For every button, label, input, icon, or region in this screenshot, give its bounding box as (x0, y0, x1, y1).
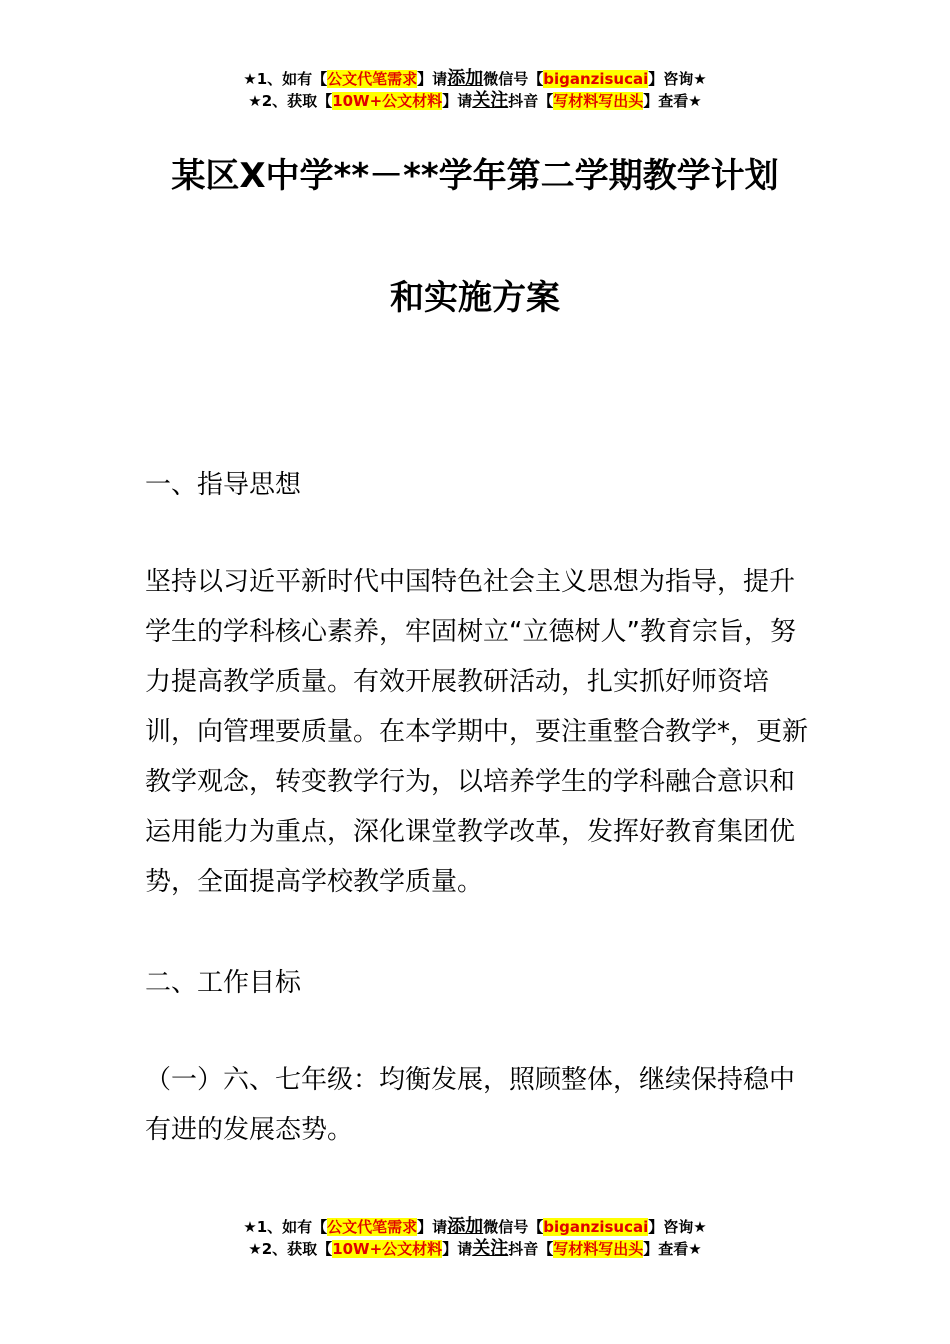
section-item-grade-6-7: （一）六、七年级：均衡发展，照顾整体，继续保持稳中有进的发展态势。 (145, 1065, 796, 1145)
banner-douyin-name: 写材料写出头 (553, 92, 644, 110)
document-title-line-1: 某区X中学**－**学年第二学期教学计划 (171, 156, 779, 196)
banner-douyin-name: 写材料写出头 (553, 1240, 644, 1258)
document-title-line-2: 和实施方案 (390, 278, 560, 318)
banner-wechat-id: biganzisucai (543, 1218, 649, 1236)
section-body-guiding-ideology: 坚持以习近平新时代中国特色社会主义思想为指导，提升学生的学科核心素养，牢固树立“立德树人”教育宗旨，努力提高教学质量。有效开展教研活动，扎实抓好师资培训，向管理要质量。在本学期中，要注重整合教学*，更新教学观念，转变教学行为，以培养学生的学科融合意识和运用能力为重点，深化课堂教学改革，发挥好教育集团优势，全面提高学校教学质量。 (145, 567, 809, 897)
banner-line-2: ★2、获取【10W+公文材料】请关注抖音【写材料写出头】查看★ (248, 1238, 702, 1259)
footer-banner (0, 1216, 950, 1260)
banner-highlight: 10W+公文材料 (332, 1240, 443, 1258)
banner-line-2: ★2、获取【10W+公文材料】请关注抖音【写材料写出头】查看★ (248, 90, 702, 111)
banner-highlight: 公文代笔需求 (327, 1218, 418, 1236)
banner-highlight: 公文代笔需求 (327, 70, 418, 88)
banner-line-1: ★1、如有【公文代笔需求】请添加微信号【biganzisucai】咨询★ (243, 1216, 707, 1237)
header-banner (0, 68, 950, 112)
section-heading-guiding-ideology: 一、指导思想 (145, 470, 302, 500)
banner-line-1: ★1、如有【公文代笔需求】请添加微信号【biganzisucai】咨询★ (243, 68, 707, 89)
banner-highlight: 10W+公文材料 (332, 92, 443, 110)
section-heading-work-goals: 二、工作目标 (145, 968, 302, 998)
banner-wechat-id: biganzisucai (543, 70, 649, 88)
